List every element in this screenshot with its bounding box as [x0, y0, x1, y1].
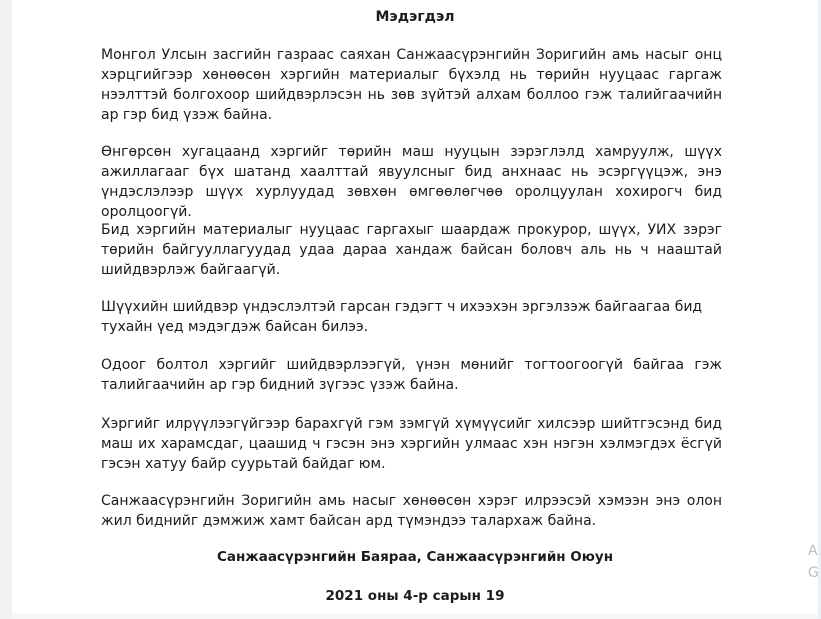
paragraph-7: Санжаасүрэнгийн Зоригийн амь насыг хөнөөсөн хэрэг илрээсэй хэмээн энэ олон жил биднийг дэмжиж хамт байсан ард түмэндээ талархаж байна. — [101, 493, 722, 529]
paragraph-1: Монгол Улсын засгийн газраас саяхан Санжаасүрэнгийн Зоригийн амь насыг онц хэрцгийгээр хөнөөсөн хэргийн материалыг бүхэлд нь төрийн нууцаас гаргаж нээлттэй болгохоор шийдвэрлэсэн нь зөв зүйтэй алхам боллоо гэж талийгаачийн ар гэр бид үзэж байна. — [101, 47, 722, 123]
document-page — [12, 0, 818, 619]
paragraph-6: Хэргийг илрүүлээгүйгээр барахгүй гэм зэмгүй хүмүүсийг хилсээр шийтгэсэнд бид маш их харамсдаг, цаашид ч гэсэн энэ хэргийн улмаас хэн нэгэн хэлмэгдэх ёсгүй гэсэн хатуу байр суурьтай байдаг юм. — [101, 416, 722, 472]
clipped-letter-1: A — [808, 543, 818, 559]
document-title: Мэдэгдэл — [375, 9, 455, 25]
document-date: 2021 оны 4-р сарын 19 — [325, 588, 505, 604]
page-bottom-edge — [12, 614, 818, 619]
paragraph-5: Одоог болтол хэргийг шийдвэрлээгүй, үнэн мөнийг тогтоогоогүй байгаа гэж талийгаачийн ар гэр бидний зүгээс үзэж байна. — [101, 357, 722, 393]
clipped-letter-2: G — [808, 565, 819, 581]
signature: Санжаасүрэнгийн Баяраа, Санжаасүрэнгийн Оюун — [216, 549, 614, 565]
paragraph-2: Өнгөрсөн хугацаанд хэргийг төрийн маш нууцын зэрэглэлд хамруулж, шүүх ажиллагааг бүх шатанд хаалттай явуулсныг бид анхнаас нь эсэргүүцэж, энэ үндэслэлээр шүүх хурлуудад зөвхөн өмгөөлөгчөө оролцуулан хохирогч бид оролцоогүй. — [101, 144, 722, 220]
clipped-side-text — [808, 540, 819, 584]
paragraph-4: Шүүхийн шийдвэр үндэслэлтэй гарсан гэдэгт ч ихээхэн эргэлзэж байгаагаа бид тухайн үед мэдэгдэж байсан билээ. — [101, 299, 703, 335]
left-gutter — [0, 0, 12, 619]
paragraph-3: Бид хэргийн материалыг нууцаас гаргахыг шаардаж прокурор, шүүх, УИХ зэрэг төрийн байгууллагуудад удаа дараа хандаж байсан боловч аль нь ч нааштай шийдвэрлэж байгаагүй. — [101, 222, 722, 278]
